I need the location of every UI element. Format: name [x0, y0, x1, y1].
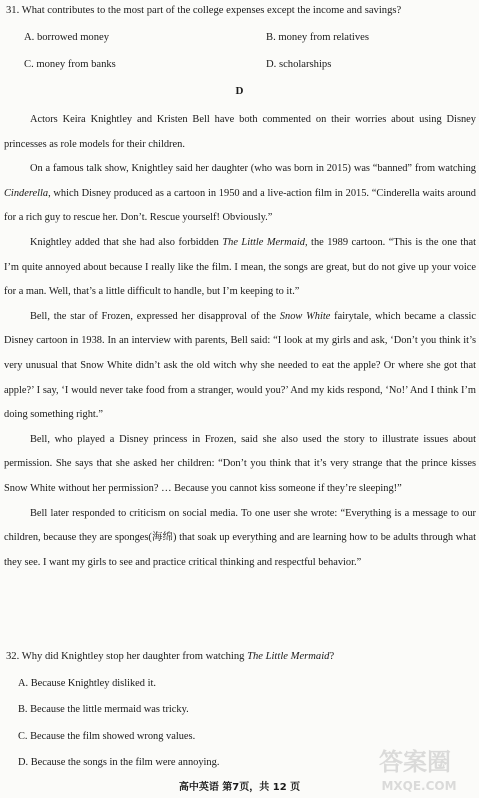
passage-paragraph: [4, 157, 476, 231]
passage-text: Knightley added that she had also forbidden: [30, 236, 223, 248]
watermark-text: 答案圈: [379, 748, 451, 776]
passage-paragraph: [4, 428, 476, 502]
page-footer: 高中英语 第7页，共 12 页: [178, 782, 301, 793]
italic-title: Cinderella: [4, 187, 49, 199]
question-31-option-b: B. money from relatives: [266, 32, 369, 43]
passage-paragraph: [4, 108, 476, 157]
question-32-stem-title: The Little Mermaid: [247, 651, 330, 662]
question-31-option-d: D. scholarships: [266, 59, 332, 70]
question-32-option-d: D. Because the songs in the film were annoying.: [18, 757, 220, 768]
question-32-option-b: B. Because the little mermaid was tricky.: [18, 704, 189, 715]
passage-paragraph: [4, 231, 476, 305]
question-32-stem-text: 32. Why did Knightley stop her daughter from watching: [6, 651, 248, 662]
watermark-logo: [355, 740, 475, 796]
passage-text: Bell, the star of Frozen, expressed her disapproval of the: [30, 310, 280, 322]
question-31-option-c: C. money from banks: [24, 59, 116, 70]
passage-text: , the 1989 cartoon. “This is the one that I’m quite annoyed about because I really like the film. I mean, the songs are great, but do not give up your voice for a man. Well, that’s a little difficult to handle, but I’m keeping to it.”: [4, 236, 477, 298]
question-32-option-a: A. Because Knightley disliked it.: [18, 678, 156, 689]
passage-paragraph: [4, 502, 476, 576]
question-31-option-a: A. borrowed money: [24, 32, 110, 43]
question-32-option-c: C. Because the film showed wrong values.: [18, 731, 196, 742]
passage-text: Actors Keira Knightley and Kristen Bell have both commented on their worries about using Disney princesses as role models for their children.: [4, 114, 476, 150]
passage-text: On a famous talk show, Knightley said her daughter (who was born in 2015) was “banned” from watching: [30, 163, 476, 175]
question-32-stem-end: ?: [329, 651, 335, 662]
passage-text: Bell later responded to criticism on social media. To one user she wrote: “Everything is a message to our children, because they are sponges(海绵) that soak up everything and are learning how to be adults through what they see. I want my girls to see and practice critical thinking and respectful behavior.”: [4, 507, 476, 568]
section-heading: D: [235, 85, 244, 97]
question-32-stem: [6, 650, 472, 664]
passage-text: , which Disney produced as a cartoon in 1950 and a live-action film in 2015. “Cinderella waits around for a rich guy to rescue her. Don’t. Rescue yourself! Obviously.”: [4, 187, 476, 224]
reading-passage: [4, 108, 476, 575]
passage-text: fairytale, which became a classic Disney cartoon in 1938. In an interview with parents, Bell said: “I look at my girls and ask, ‘Don’t you think it’s very unusual that Snow White didn’t ask the old witch why she needed to eat the apple? Or where she got that apple?’ I say, ‘I would never take food from a stranger, would you?’ And my kids respond, ‘No!’ And I think I’m doing something right.”: [4, 310, 476, 421]
watermark-subtext: MXQE.COM: [381, 779, 457, 793]
italic-title: The Little Mermaid: [222, 236, 305, 248]
question-31-stem: 31. What contributes to the most part of the college expenses except the income and savings?: [6, 5, 402, 16]
passage-paragraph: [4, 305, 476, 428]
italic-title: Snow White: [279, 310, 331, 322]
passage-text: Bell, who played a Disney princess in Frozen, said she also used the story to illustrate issues about permission. She says that she asked her children: “Don’t you think that it’s very strange that the prince kisses Snow White without her permission? … Because you cannot kiss someone if they’re sleeping!”: [4, 433, 476, 494]
